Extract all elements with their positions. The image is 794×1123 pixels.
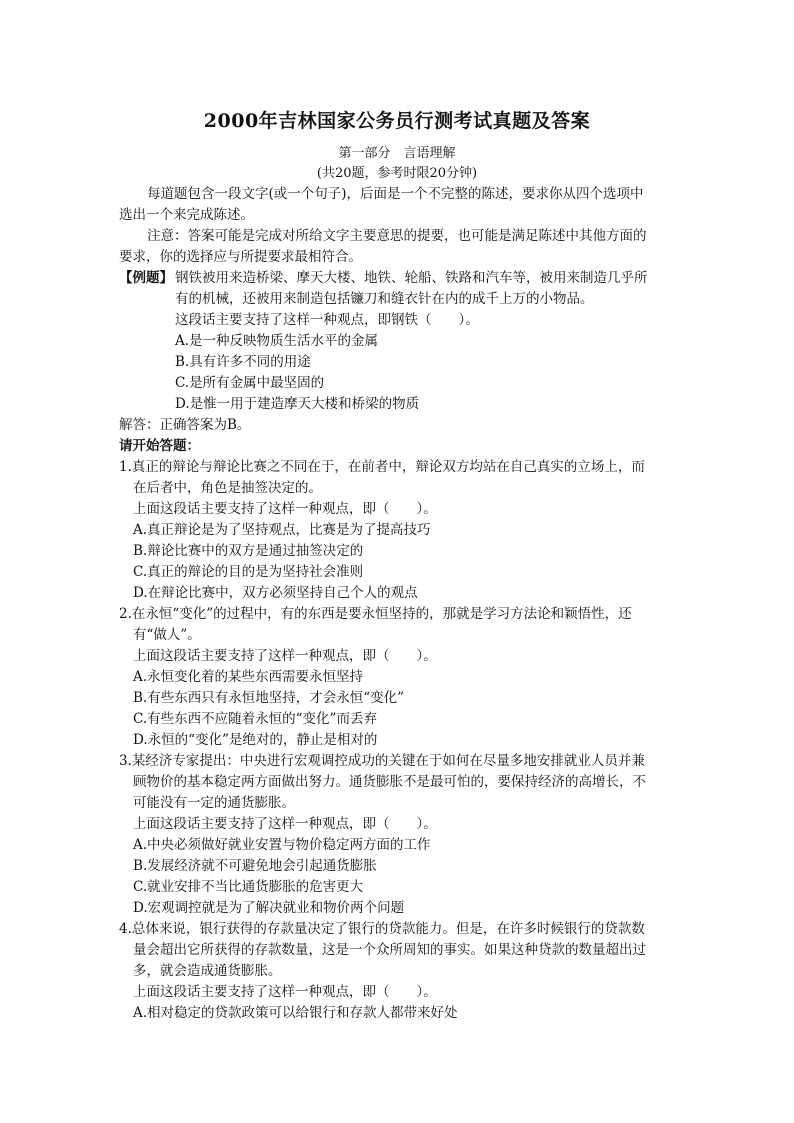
- example-option: B.具有许多不同的用途: [175, 354, 311, 370]
- section-heading: 第一部分 言语理解: [338, 146, 456, 161]
- question-option: C.就业安排不当比通货膨胀的危害更大: [133, 879, 364, 895]
- question-option: A.中央必须做好就业安置与物价稳定两方面的工作: [133, 837, 431, 853]
- question-text-line: 多，就会造成通货膨胀。: [133, 963, 282, 979]
- question-option: B.有些东西只有永恒地坚持，才会永恒“变化”: [133, 690, 405, 706]
- question-text-line: 4.总体来说，银行获得的存款量决定了银行的贷款能力。但是，在许多时候银行的贷款数: [119, 921, 645, 937]
- document-title: 2000年吉林国家公务员行测考试真题及答案: [203, 110, 591, 132]
- question-text-line: 在后者中，角色是抽签决定的。: [133, 480, 322, 496]
- question-option: C.真正的辩论的目的是为坚持社会准则: [133, 564, 364, 580]
- question-text-line: 1.真正的辩论与辩论比赛之不同在于，在前者中，辩论双方均站在自己真实的立场上，而: [119, 459, 645, 475]
- section-time-limit: (共20题，参考时限20分钟): [316, 166, 478, 181]
- example-text-line: 钢铁被用来造桥梁、摩天大楼、地铁、轮船、铁路和汽车等，被用来制造几乎所: [175, 270, 648, 286]
- question-text-line: 量会超出它所获得的存款数量，这是一个众所周知的事实。如果这种贷款的数量超出过: [133, 942, 646, 958]
- question-text-line: 3.某经济专家提出：中央进行宏观调控成功的关键在于如何在尽量多地安排就业人员并兼: [119, 753, 645, 769]
- question-option: A.真正辩论是为了坚持观点，比赛是为了提高技巧: [133, 522, 431, 538]
- example-option: D.是惟一用于建造摩天大楼和桥梁的物质: [175, 396, 420, 412]
- question-option: A.永恒变化着的某些东西需要永恒坚持: [133, 669, 364, 685]
- question-option: D.永恒的“变化”是绝对的，静止是相对的: [133, 732, 378, 748]
- question-stem: 上面这段话主要支持了这样一种观点，即（ ）。: [133, 816, 437, 832]
- question-text-line: 顾物价的基本稳定两方面做出努力。通货膨胀不是最可怕的，要保持经济的高增长，不: [133, 774, 646, 790]
- note-line: 要求，你的选择应与所提要求最相符合。: [119, 249, 362, 265]
- question-option: D.宏观调控就是为了解决就业和物价两个问题: [133, 900, 405, 916]
- intro-line: 每道题包含一段文字(或一个句子)，后面是一个不完整的陈述，要求你从四个选项中: [147, 186, 644, 202]
- question-option: A.相对稳定的贷款政策可以给银行和存款人都带来好处: [133, 1005, 458, 1021]
- intro-line: 选出一个来完成陈述。: [119, 207, 254, 223]
- question-option: B.发展经济就不可避免地会引起通货膨胀: [133, 858, 377, 874]
- example-stem: 这段话主要支持了这样一种观点，即钢铁（ ）。: [175, 312, 479, 328]
- question-stem: 上面这段话主要支持了这样一种观点，即（ ）。: [133, 648, 437, 664]
- question-text-line: 2.在永恒“变化”的过程中，有的东西是要永恒坚持的，那就是学习方法论和颖悟性，还: [119, 606, 632, 622]
- question-option: C.有些东西不应随着永恒的“变化”而丢弃: [133, 711, 377, 727]
- example-label: 【例题】: [119, 270, 173, 286]
- question-option: B.辩论比赛中的双方是通过抽签决定的: [133, 543, 364, 559]
- start-label: 请开始答题：: [119, 438, 200, 454]
- example-text-line: 有的机械，还被用来制造包括镰刀和缝衣针在内的成千上万的小物品。: [175, 291, 594, 307]
- note-line: 注意：答案可能是完成对所给文字主要意思的提要，也可能是满足陈述中其他方面的: [147, 228, 647, 244]
- question-stem: 上面这段话主要支持了这样一种观点，即（ ）。: [133, 501, 437, 517]
- question-text-line: 有“做人”。: [133, 627, 201, 643]
- example-option: C.是所有金属中最坚固的: [175, 375, 325, 391]
- example-option: A.是一种反映物质生活水平的金属: [175, 333, 379, 349]
- question-stem: 上面这段话主要支持了这样一种观点，即（ ）。: [133, 984, 437, 1000]
- example-answer: 解答：正确答案为B。: [119, 417, 251, 433]
- question-text-line: 可能没有一定的通货膨胀。: [133, 795, 295, 811]
- question-option: D.在辩论比赛中，双方必须坚持自己个人的观点: [133, 585, 418, 601]
